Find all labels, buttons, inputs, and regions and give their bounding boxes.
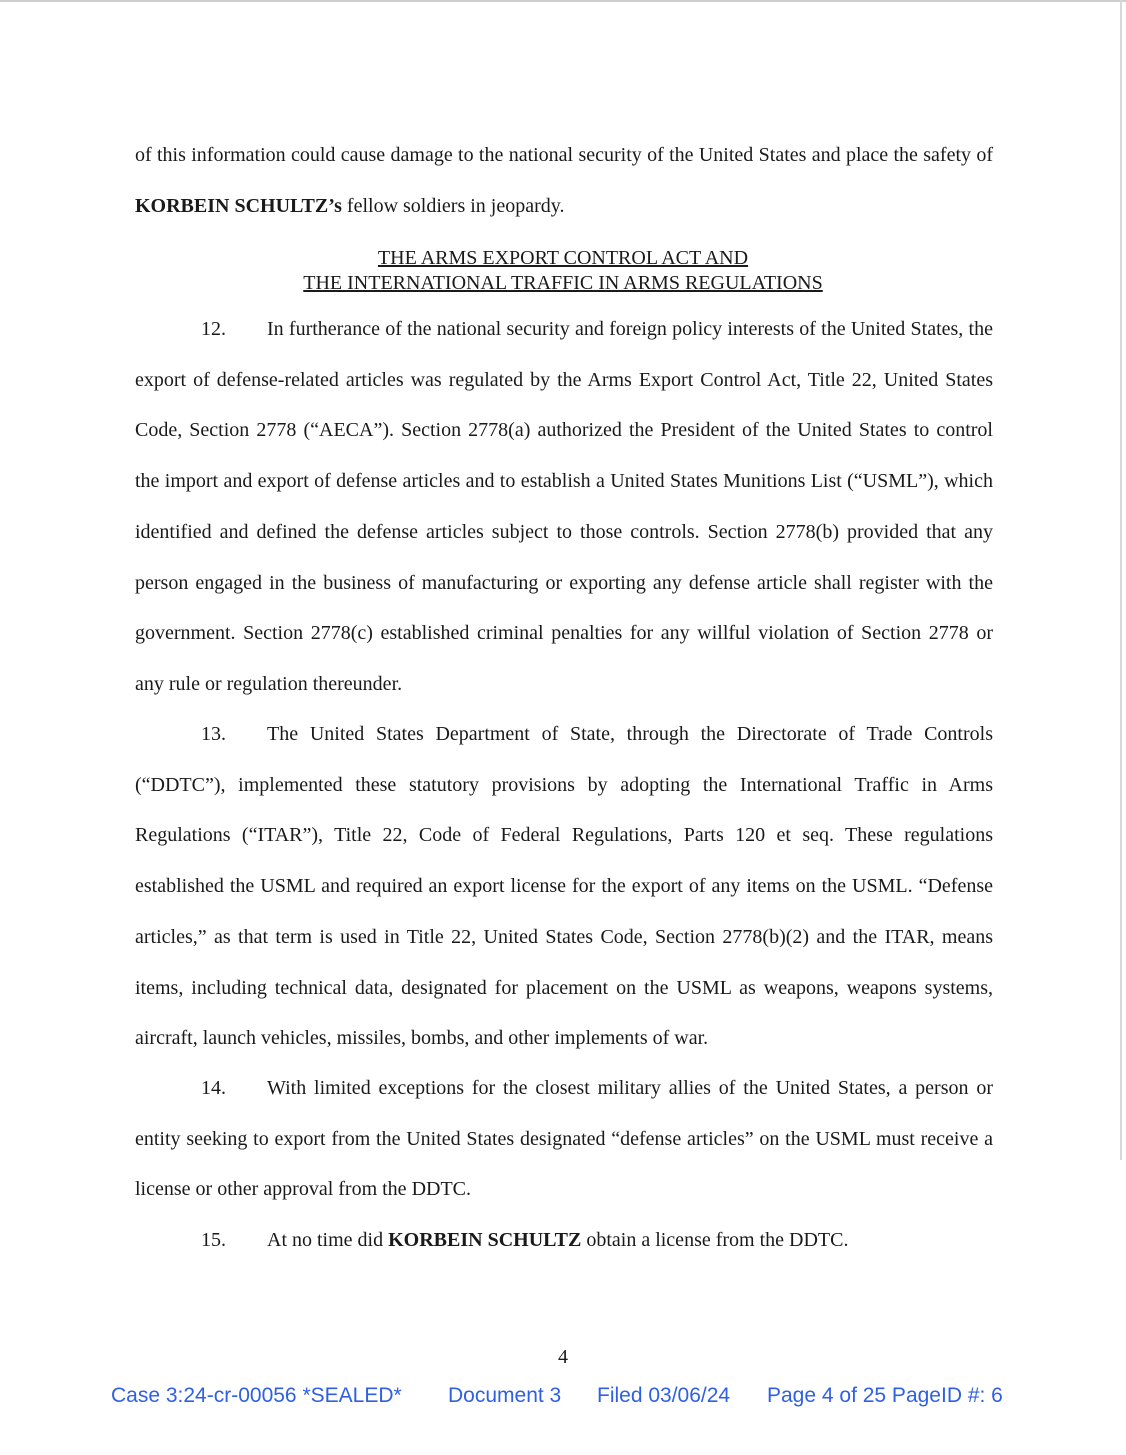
paragraph-text: With limited exceptions for the closest military allies of the United States, a person or entity seeking to export from the United States designated “defense articles” on the USML must receive a license or other approval from the DDTC. — [135, 1077, 993, 1201]
paragraph-number: 14. — [201, 1077, 226, 1099]
continuation-text-1: of this information could cause damage to the national security of the United States and place the safety of — [135, 144, 993, 166]
top-border — [0, 0, 1126, 2]
page-number: 4 — [558, 1346, 568, 1368]
defendant-name: KORBEIN SCHULTZ — [388, 1229, 582, 1251]
paragraph-12 — [135, 304, 993, 710]
stamp-page-id: Page 4 of 25 PageID #: 6 — [767, 1384, 1003, 1407]
paragraph-14 — [135, 1063, 993, 1215]
stamp-case-number: Case 3:24-cr-00056 *SEALED* — [111, 1384, 402, 1407]
defendant-name: KORBEIN SCHULTZ’s — [135, 194, 342, 217]
paragraph-15 — [135, 1215, 993, 1266]
paragraph-text-1: At no time did — [267, 1229, 389, 1251]
right-border — [1120, 0, 1122, 1160]
paragraph-text-2: obtain a license from the DDTC. — [581, 1229, 849, 1251]
paragraph-number: 15. — [201, 1229, 226, 1251]
paragraph-number: 13. — [201, 723, 226, 745]
continuation-text-2: fellow soldiers in jeopardy. — [341, 194, 565, 217]
stamp-filed-date: Filed 03/06/24 — [597, 1384, 731, 1407]
court-filing-stamp — [0, 1384, 1126, 1414]
heading-line-1: THE ARMS EXPORT CONTROL ACT AND — [377, 247, 749, 269]
paragraph-text: In furtherance of the national security and foreign policy interests of the United States, the export of defense-related articles was regulated by the Arms Export Control Act, Title 22, United States Code, Section 2778 (“AECA”). Section 2778(a) authorized the President of the United States to control the import and export of defense articles and to establish a United States Munitions List (“USML”), which identified and defined the defense articles subject to those controls. Section 2778(b) provided that any person engaged in the business of manufacturing or exporting any defense article shall register with the government. Section 2778(c) established criminal penalties for any willful violation of Section 2778 or any rule or regulation thereunder. — [135, 318, 993, 695]
continuation-paragraph — [135, 130, 993, 231]
stamp-document: Document 3 — [448, 1384, 562, 1407]
paragraph-13 — [135, 709, 993, 1064]
paragraph-number: 12. — [201, 318, 226, 340]
heading-line-2: THE INTERNATIONAL TRAFFIC IN ARMS REGULATIONS — [303, 272, 823, 294]
paragraph-text: The United States Department of State, through the Directorate of Trade Controls (“DDTC”), implemented these statutory provisions by adopting the International Traffic in Arms Regulations (“ITAR”), Title 22, Code of Federal Regulations, Parts 120 et seq. These regulations established the USML and required an export license for the export of any items on the USML. “Defense articles,” as that term is used in Title 22, United States Code, Section 2778(b)(2) and the ITAR, means items, including technical data, designated for placement on the USML as weapons, weapons systems, aircraft, launch vehicles, missiles, bombs, and other implements of war. — [135, 723, 993, 1050]
